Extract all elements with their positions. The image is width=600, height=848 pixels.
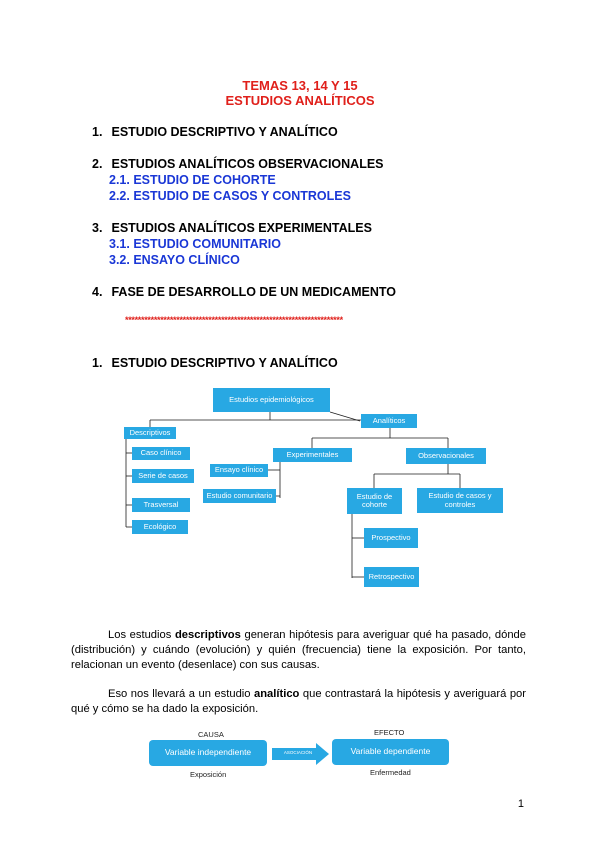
node-experimentales: Experimentales	[273, 448, 352, 462]
section-number: 1.	[92, 356, 103, 370]
node-observacionales: Observacionales	[406, 448, 486, 464]
node-trasversal: Trasversal	[132, 498, 190, 512]
toc-item-label: ESTUDIO DESCRIPTIVO Y ANALÍTICO	[111, 125, 338, 139]
toc-item-number: 1.	[92, 125, 103, 139]
node-estudio-cohorte: Estudio de cohorte	[347, 488, 402, 514]
paragraph-bold: analítico	[254, 688, 300, 700]
toc-item-number: 2.	[92, 157, 103, 171]
separator-stars: ********************************************************************	[125, 315, 343, 325]
toc-item-label: FASE DE DESARROLLO DE UN MEDICAMENTO	[111, 285, 396, 299]
node-casos-controles: Estudio de casos y controles	[417, 488, 503, 513]
toc-subitem-3-1: 3.1. ESTUDIO COMUNITARIO	[109, 237, 282, 251]
paragraph-text: Eso nos llevará a un estudio	[108, 688, 254, 700]
label-enfermedad: Enfermedad	[370, 768, 411, 777]
paragraph-descriptivos	[71, 628, 526, 673]
paragraph-text: que contrastará la hipótesis y averiguará por qué y cómo se ha dado la exposición.	[71, 688, 526, 715]
toc-subitem-2-1: 2.1. ESTUDIO DE COHORTE	[109, 173, 276, 187]
document-title: TEMAS 13, 14 Y 15	[242, 78, 358, 93]
node-prospectivo: Prospectivo	[364, 528, 418, 548]
variable-dependiente-box: Variable dependiente	[332, 739, 449, 765]
paragraph-bold: descriptivos	[174, 629, 241, 641]
node-ecologico: Ecológico	[132, 520, 188, 534]
section-title: ESTUDIO DESCRIPTIVO Y ANALÍTICO	[111, 356, 338, 370]
toc-item-label: ESTUDIOS ANALÍTICOS EXPERIMENTALES	[111, 221, 372, 235]
label-exposicion: Exposición	[190, 770, 227, 779]
paragraph-text: generan hipótesis para averiguar qué ha pasado, dónde (distribución) y cuándo (evolución) y quién (frecuencia) tiene la exposición. Por tanto, relacionan un evento (desenlace) con sus causas.	[71, 629, 526, 671]
variable-independiente-box: Variable independiente	[149, 740, 267, 766]
page-number: 1	[517, 798, 524, 810]
node-caso-clinico: Caso clínico	[132, 447, 190, 460]
toc-item-number: 3.	[92, 221, 103, 235]
label-efecto: EFECTO	[374, 728, 405, 737]
node-serie-casos: Serie de casos	[132, 469, 194, 483]
label-asociacion: ASOCIACIÓN	[283, 750, 313, 755]
toc-item-label: ESTUDIOS ANALÍTICOS OBSERVACIONALES	[111, 157, 384, 171]
node-ensayo-clinico: Ensayo clínico	[210, 464, 268, 477]
toc-item-number: 4.	[92, 285, 103, 299]
paragraph-analitico	[71, 687, 526, 717]
paragraph-text: Los estudios	[108, 629, 175, 641]
node-analiticos: Analíticos	[361, 414, 417, 428]
toc-subitem-3-2: 3.2. ENSAYO CLÍNICO	[109, 253, 240, 267]
document-subtitle: ESTUDIOS ANALÍTICOS	[225, 93, 375, 108]
label-causa: CAUSA	[198, 730, 224, 739]
node-descriptivos: Descriptivos	[124, 427, 176, 439]
toc-subitem-2-2: 2.2. ESTUDIO DE CASOS Y CONTROLES	[109, 189, 351, 203]
node-estudios-epidemiologicos: Estudios epidemiológicos	[213, 388, 330, 412]
node-retrospectivo: Retrospectivo	[364, 567, 419, 587]
node-estudio-comunitario: Estudio comunitario	[203, 489, 276, 503]
